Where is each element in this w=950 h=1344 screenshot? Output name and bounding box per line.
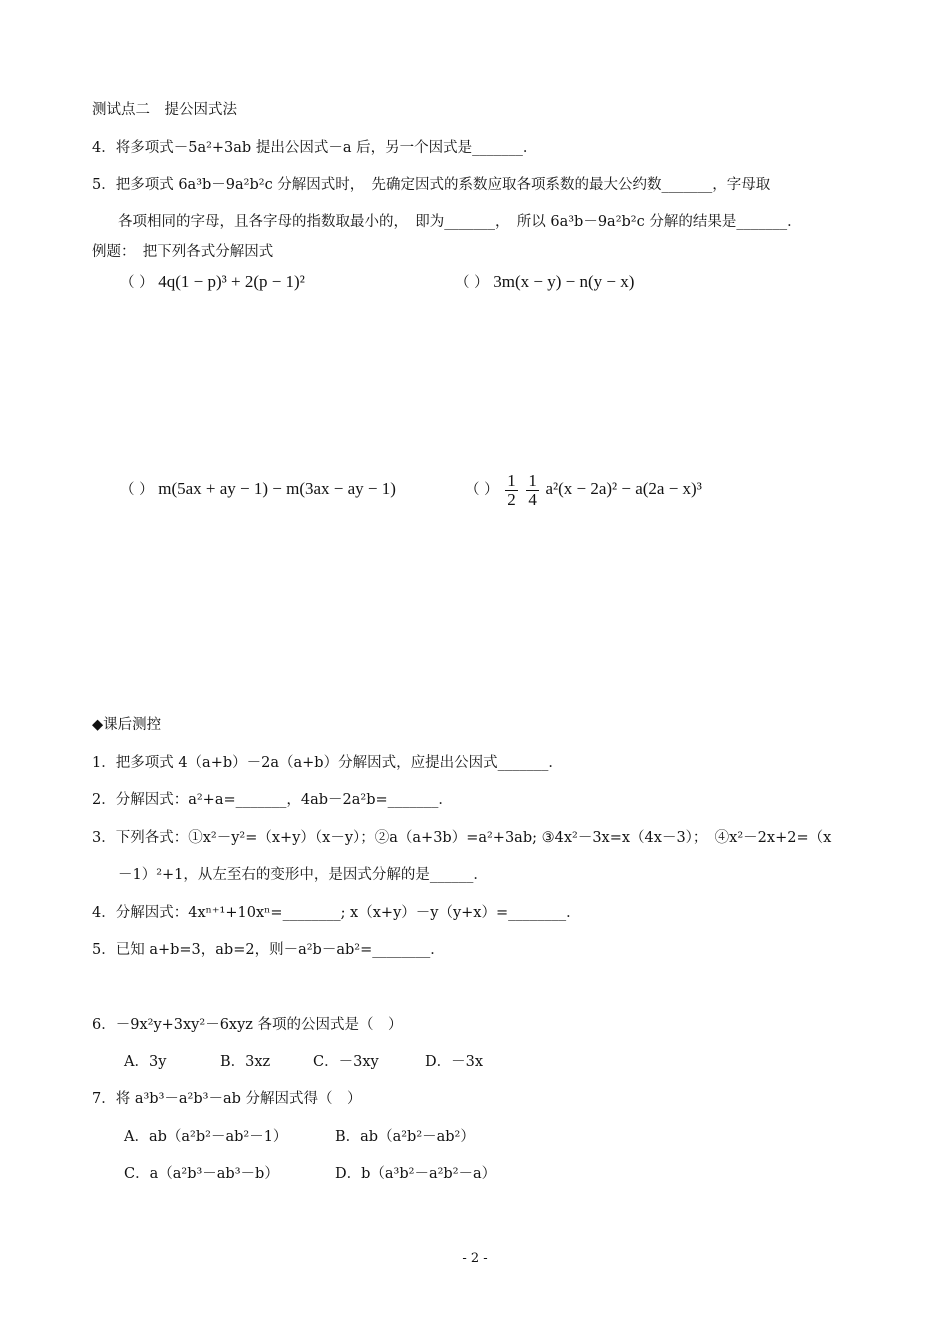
after-question-7: 7．将 a³b³－a²b³－ab 分解因式得（ ）	[92, 1091, 362, 1107]
fraction-quarter	[526, 472, 539, 509]
answer-bracket: （ ）	[120, 482, 154, 498]
fraction-denominator: 4	[528, 489, 537, 509]
fraction-half	[505, 472, 518, 509]
after-question-6: 6．－9x²y+3xy²－6xyz 各项的公因式是（ ）	[92, 1017, 403, 1033]
after-question-4: 4．分解因式：4xⁿ⁺¹+10xⁿ=________; x（x+y）－y（y+x）=________．	[92, 905, 581, 921]
answer-bracket: （ ）	[465, 482, 499, 498]
answer-bracket: （ ）	[455, 275, 489, 291]
question-5-line-2: 各项相同的字母，且各字母的指数取最小的， 即为_______， 所以 6a³b－9a²b²c 分解的结果是_______．	[118, 214, 802, 230]
example-title: 例题： 把下列各式分解因式	[92, 244, 274, 260]
q7-option-a: A．ab（a²b²－ab²－1）	[124, 1129, 288, 1145]
q7-option-c: C．a（a²b³－ab³－b）	[124, 1166, 279, 1182]
question-4: 4．将多项式－5a²+3ab 提出公因式－a 后，另一个因式是_______．	[92, 140, 538, 156]
fraction-numerator: 1	[528, 470, 537, 490]
math-expression: 4q(1 − p)³ + 2(p − 1)²	[158, 272, 305, 291]
answer-bracket: （ ）	[120, 275, 154, 291]
q7-option-d: D．b（a³b²－a²b²－a）	[335, 1166, 497, 1182]
after-question-5: 5．已知 a+b=3，ab=2，则－a²b－ab²=________．	[92, 942, 445, 958]
math-expression: 3m(x − y) − n(y − x)	[493, 272, 635, 291]
math-expression: a²(x − 2a)² − a(2a − x)³	[545, 479, 702, 498]
after-question-3-line-2: －1）²+1，从左至右的变形中，是因式分解的是______．	[118, 867, 488, 883]
q6-option-a: A．3y	[124, 1054, 167, 1070]
example-3	[120, 479, 396, 500]
q6-option-d: D．－3x	[425, 1054, 484, 1070]
example-1	[120, 272, 305, 293]
math-expression: m(5ax + ay − 1) − m(3ax − ay − 1)	[158, 479, 396, 498]
fraction-numerator: 1	[507, 470, 516, 490]
example-4	[465, 466, 702, 513]
q6-option-c: C．－3xy	[313, 1054, 379, 1070]
example-2	[455, 272, 634, 293]
q7-option-b: B．ab（a²b²－ab²）	[335, 1129, 475, 1145]
page-number: - 2 -	[462, 1251, 488, 1266]
after-class-title: ◆课后测控	[92, 717, 162, 733]
after-question-3-line-1: 3．下列各式：①x²－y²=（x+y）（x－y）；②a（a+3b）=a²+3ab; ③4x²－3x=x（4x－3）； ④x²－2x+2=（x	[92, 830, 832, 846]
question-5-line-1: 5．把多项式 6a³b－9a²b²c 分解因式时， 先确定因式的系数应取各项系数的最大公约数_______，字母取	[92, 177, 771, 193]
fraction-denominator: 2	[507, 489, 516, 509]
after-question-2: 2．分解因式：a²+a=_______，4ab－2a²b=_______．	[92, 792, 453, 808]
q6-option-b: B．3xz	[220, 1054, 271, 1070]
after-question-1: 1．把多项式 4（a+b）－2a（a+b）分解因式，应提出公因式_______．	[92, 755, 563, 771]
section-title: 测试点二 提公因式法	[92, 102, 237, 118]
